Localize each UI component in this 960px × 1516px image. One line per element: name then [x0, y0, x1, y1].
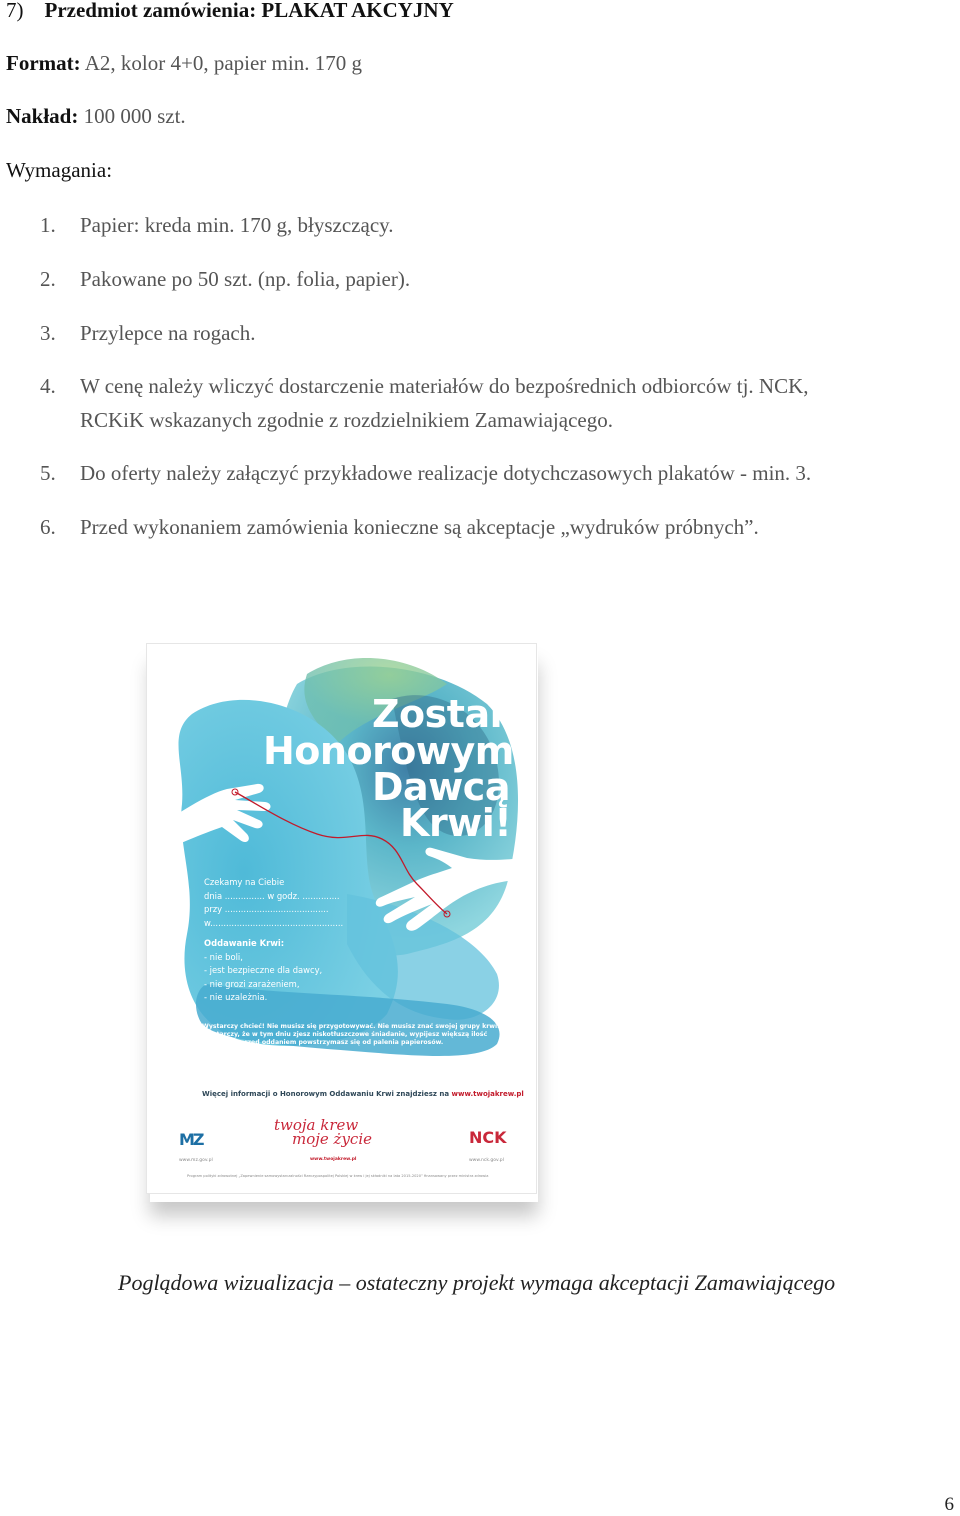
requirement-item: 1. Papier: kreda min. 170 g, błyszczący. — [40, 213, 394, 237]
format-label: Format: — [6, 51, 81, 75]
naklad-value: 100 000 szt. — [83, 104, 186, 128]
poster-title-line-2: Honorowym — [263, 729, 514, 773]
requirement-item: 2. Pakowane po 50 szt. (np. folia, papier). — [40, 267, 411, 291]
section-heading — [6, 0, 454, 23]
page-number: 6 — [944, 1494, 954, 1515]
poster-info-line: Więcej informacji o Honorowym Oddawaniu Krwi znajdziesz na www.twojakrew.pl — [202, 1090, 524, 1098]
format-line — [6, 51, 362, 76]
twojakrew-logo: twoja krew moje życie — [274, 1116, 373, 1148]
poster-title-line-4: Krwi! — [400, 801, 512, 845]
naklad-label: Nakład: — [6, 104, 79, 128]
poster-image — [146, 643, 537, 1194]
requirement-item: 6. Przed wykonaniem zamówienia konieczne są akceptacje „wydruków próbnych”. — [40, 515, 759, 539]
poster-footer-note: Program polityki zdrowotnej „Zapewnienie samowystarczalności Rzeczypospolitej Polskiej w krew i jej składniki na lata 2015-2020” finansowany przez ministra zdrowia — [187, 1174, 489, 1178]
poster-title-line-1: Zostań — [372, 692, 517, 736]
mz-logo: MZ — [179, 1130, 203, 1149]
nck-logo: NCK — [469, 1128, 507, 1147]
poster-donation-list: Oddawanie Krwi: - nie boli, - jest bezpieczne dla dawcy, - nie grozi zarażeniem, - nie uzależnia. — [204, 938, 323, 1002]
naklad-line — [6, 104, 186, 129]
requirements-label: Wymagania: — [6, 158, 113, 182]
format-value: A2, kolor 4+0, papier min. 170 g — [84, 51, 362, 75]
twojakrew-logo-url: www.twojakrew.pl — [310, 1157, 357, 1162]
mz-logo-url: www.mz.gov.pl — [179, 1158, 213, 1163]
requirement-item: 4. W cenę należy wliczyć dostarczenie materiałów do bezpośrednich odbiorców tj. NCK, — [40, 374, 809, 398]
requirement-item: 5. Do oferty należy załączyć przykładowe realizacje dotychczasowych plakatów - min. 3. — [40, 461, 812, 485]
poster-title-line-3: Dawcą — [372, 765, 510, 809]
section-title: Przedmiot zamówienia: PLAKAT AKCYJNY — [44, 0, 454, 22]
nck-logo-url: www.nck.gov.pl — [469, 1158, 504, 1163]
section-number: 7) — [6, 0, 24, 22]
poster-invite: Czekamy na Ciebie dnia ............... w godz. .............. przy ....................................... w.................................................. — [204, 877, 344, 928]
poster-small-text: Wystarczy chcieć! Nie musisz się przygotowywać. Nie musisz znać swojej grupy krwi. Wystarczy, że w tym dniu zjesz niskotłuszczowe śniadanie, wypijesz większą ilość wody i tuż przed oddaniem powstrzymasz się od palenia papierosów. Łączy nas krew, która ratuje życie. — [202, 1023, 500, 1055]
requirement-item: 3. Przylepce na rogach. — [40, 321, 256, 345]
image-caption: Poglądowa wizualizacja – ostateczny projekt wymaga akceptacji Zamawiającego — [118, 1270, 836, 1295]
requirement-item-continuation: RCKiK wskazanych zgodnie z rozdzielnikiem Zamawiającego. — [80, 408, 613, 432]
